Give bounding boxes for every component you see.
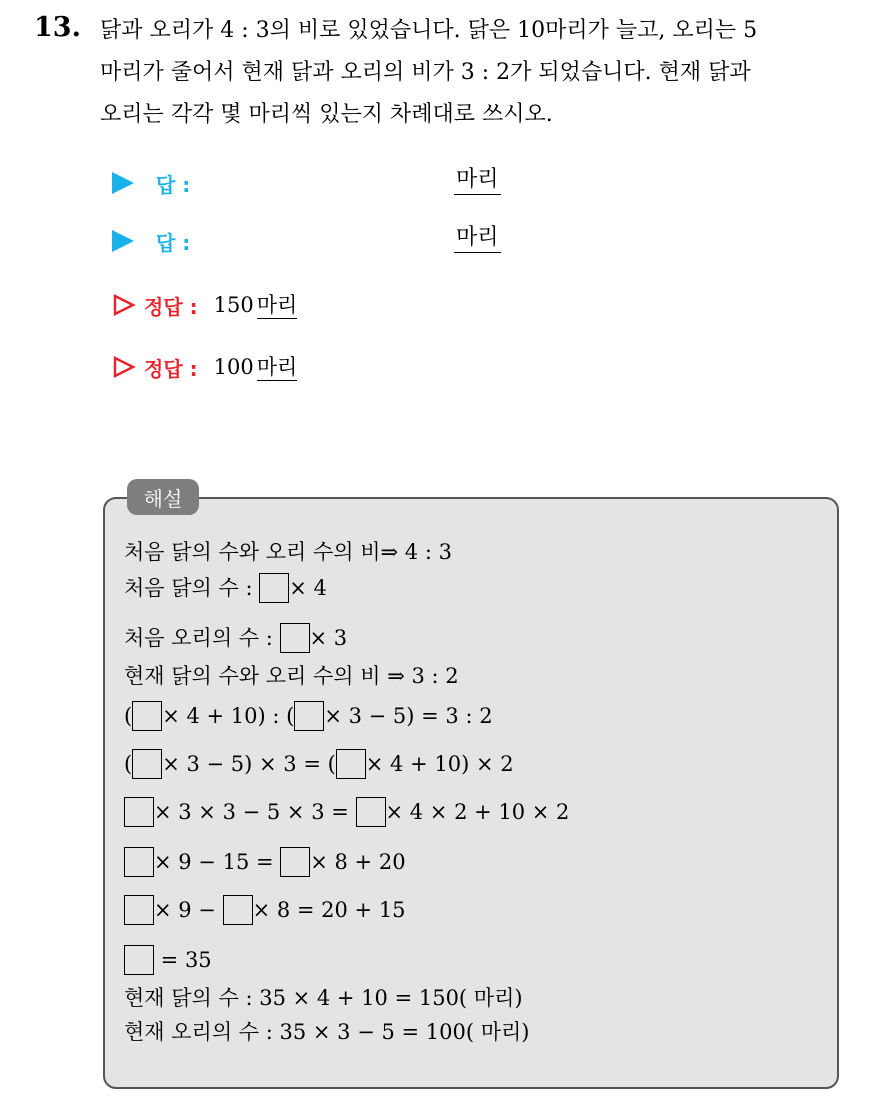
correct-answer-unit: 마리 <box>256 354 298 379</box>
blank-box <box>259 573 289 603</box>
blank-box <box>124 895 154 925</box>
explanation-line <box>124 1016 530 1048</box>
correct-answer-unit: 마리 <box>256 292 298 317</box>
blank-box <box>124 847 154 877</box>
explanation-text: × 8 = 20 + 15 <box>252 898 406 922</box>
answer-blank-unit[interactable]: 마리 <box>454 166 501 195</box>
explanation-text: × 4 × 2 + 10 × 2 <box>385 800 570 824</box>
explanation-text: 처음 닭의 수 : <box>124 576 260 600</box>
correct-answer-row-1 <box>112 285 297 325</box>
explanation-line <box>124 536 452 568</box>
outline-triangle-icon <box>112 293 136 317</box>
explanation-line <box>124 572 327 604</box>
explanation-text: = 35 <box>154 948 212 972</box>
explanation-text: × 8 + 20 <box>310 850 406 874</box>
blank-box <box>124 797 154 827</box>
explanation-text: × 3 − 5) × 3 = ( <box>162 752 336 776</box>
explanation-line <box>124 700 493 732</box>
explanation-line <box>124 894 406 926</box>
question-line: 닭과 오리가 4 : 3의 비로 있었습니다. 닭은 10마리가 늘고, 오리는 5 <box>100 18 758 43</box>
explanation-text: × 3 − 5) = 3 : 2 <box>324 704 493 728</box>
explanation-line <box>124 796 569 828</box>
explanation-text: 처음 오리의 수 : <box>124 626 280 650</box>
answer-row-1 <box>112 163 190 203</box>
explanation-text: ( <box>124 704 133 728</box>
play-arrow-icon <box>112 230 134 252</box>
explanation-text: × 4 + 10) : ( <box>162 704 295 728</box>
question-line: 오리는 각각 몇 마리씩 있는지 차례대로 쓰시오. <box>100 102 553 127</box>
answer-blank-unit[interactable]: 마리 <box>454 224 501 253</box>
blank-box <box>356 797 386 827</box>
blank-box <box>294 701 324 731</box>
answer-row-2 <box>112 221 190 261</box>
explanation-text: × 9 − <box>154 898 223 922</box>
blank-box <box>132 701 162 731</box>
question-line: 마리가 줄어서 현재 닭과 오리의 비가 3 : 2가 되었습니다. 현재 닭과 <box>100 60 751 85</box>
explanation-text: × 3 <box>309 626 348 650</box>
blank-box <box>280 623 310 653</box>
correct-answer-row-2 <box>112 347 297 387</box>
blank-box <box>280 847 310 877</box>
explanation-text: ( <box>124 752 133 776</box>
explanation-text: 현재 닭의 수 : 35 × 4 + 10 = 150( 마리) <box>124 986 523 1010</box>
blank-box <box>336 749 366 779</box>
outline-triangle-icon <box>112 355 136 379</box>
question-text <box>100 10 870 136</box>
explanation-line <box>124 944 212 976</box>
answer-label: 답 : <box>156 172 191 197</box>
question-number: 13. <box>34 12 81 43</box>
blank-box <box>223 895 253 925</box>
correct-answer-label: 정답 : <box>144 356 198 381</box>
blank-box <box>124 945 154 975</box>
explanation-line <box>124 982 523 1014</box>
explanation-tag: 해설 <box>127 479 199 515</box>
correct-answer-value: 150 <box>213 293 254 317</box>
play-arrow-icon <box>112 172 134 194</box>
explanation-text: × 3 × 3 − 5 × 3 = <box>154 800 356 824</box>
explanation-line <box>124 660 459 692</box>
correct-answer-label: 정답 : <box>144 294 198 319</box>
explanation-text: × 9 − 15 = <box>154 850 281 874</box>
explanation-line <box>124 846 406 878</box>
correct-answer-value: 100 <box>213 355 254 379</box>
explanation-line <box>124 748 514 780</box>
explanation-text: × 4 <box>289 576 327 600</box>
explanation-text: 현재 닭의 수와 오리 수의 비 ⇒ 3 : 2 <box>124 664 459 688</box>
blank-box <box>132 749 162 779</box>
explanation-text: 처음 닭의 수와 오리 수의 비⇒ 4 : 3 <box>124 540 452 564</box>
explanation-text: × 4 + 10) × 2 <box>365 752 514 776</box>
answer-label: 답 : <box>156 230 191 255</box>
explanation-text: 현재 오리의 수 : 35 × 3 − 5 = 100( 마리) <box>124 1020 530 1044</box>
explanation-line <box>124 622 347 654</box>
